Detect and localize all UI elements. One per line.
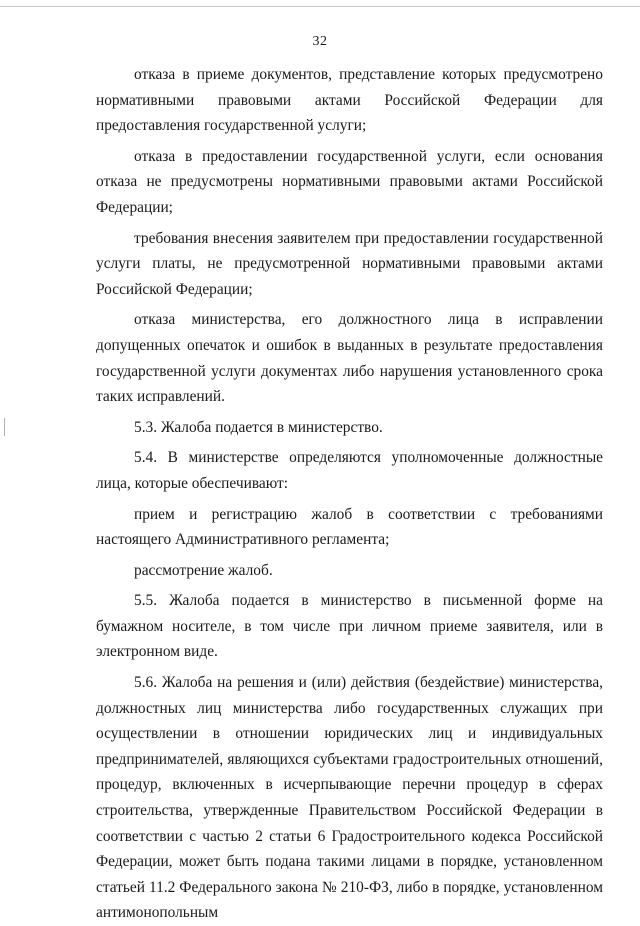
paragraph-review-complaints: рассмотрение жалоб. (134, 561, 273, 579)
paragraph-5-3: 5.3. Жалоба подается в министерство. (134, 418, 383, 436)
document-body (96, 62, 603, 926)
paragraph-refusal-correct-errors: отказа министерства, его должностного лица в исправлении допущенных опечаток и ошибок в выданных в результате предоставления государственной услуги документах либо нарушения установленного срока таких исправлений. (96, 311, 603, 406)
paragraph-5-6: 5.6. Жалоба на решения и (или) действия (бездействие) министерства, должностных лиц министерства либо государственных служащих при осуществлении в отношении юридических лиц и индивидуальных предпринимателей, являющихся субъектами градостроительных отношений, процедур, включенных в исчерпывающие перечни процедур в сферах строительства, утвержденные Правительством Российской Федерации в соответствии с частью 2 статьи 6 Градостроительного кодекса Российской Федерации, может быть подана такими лицами в порядке, установленном статьей 11.2 Федерального закона № 210-ФЗ, либо в порядке, установленном антимонопольным (96, 674, 603, 922)
margin-mark (4, 418, 5, 436)
page-number: 32 (312, 34, 328, 49)
paragraph-refusal-accept-docs: отказа в приеме документов, представление которых предусмотрено нормативными правовыми актами Российской Федерации для предоставления государственной услуги; (96, 66, 603, 135)
paragraph-5-4: 5.4. В министерстве определяются уполномоченные должностные лица, которые обеспечивают: (96, 449, 603, 492)
paragraph-fee-requirement: требования внесения заявителем при предоставлении государственной услуги платы, не предусмотренной нормативными правовыми актами Российской Федерации; (96, 229, 603, 298)
paragraph-5-5: 5.5. Жалоба подается в министерство в письменной форме на бумажном носителе, в том числе при личном приеме заявителя, или в электронном виде. (96, 592, 603, 661)
top-rule (0, 6, 640, 7)
paragraph-receive-register: прием и регистрацию жалоб в соответствии с требованиями настоящего Административного регламента; (96, 505, 603, 549)
paragraph-refusal-provide-service: отказа в предоставлении государственной услуги, если основания отказа не предусмотрены нормативными правовыми актами Российской Федерации; (96, 147, 603, 216)
